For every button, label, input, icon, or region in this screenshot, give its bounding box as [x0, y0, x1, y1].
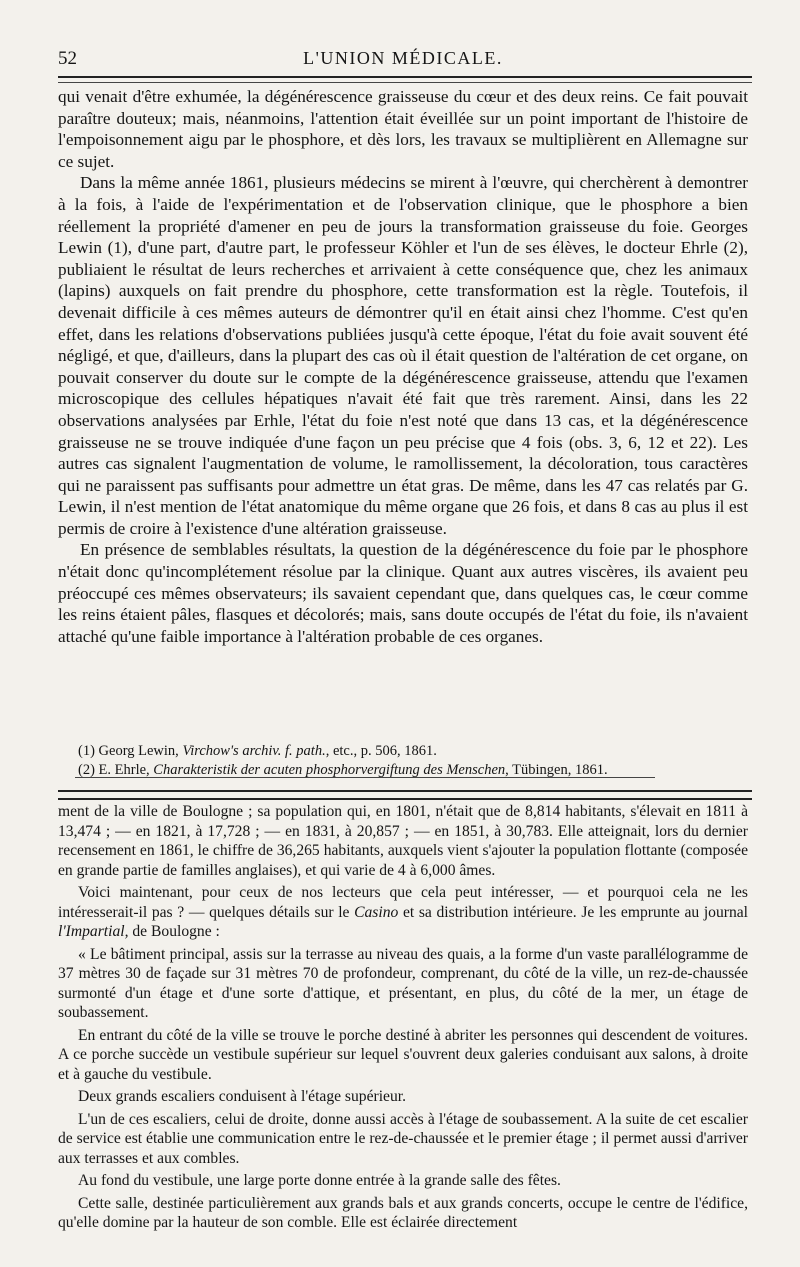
footnote-text: , Tübingen, 1861.: [505, 762, 608, 778]
footnote: [78, 742, 748, 761]
feuilleton-paragraph: Deux grands escaliers conduisent à l'étage supérieur.: [78, 1088, 406, 1105]
footnote-rule: [75, 777, 655, 778]
feuilleton-paragraph: Au fond du vestibule, une large porte donne entrée à la grande salle des fêtes.: [78, 1172, 561, 1189]
feuilleton-text: de Boulogne :: [128, 923, 220, 940]
feuilleton-paragraph: En entrant du côté de la ville se trouve le porche destiné à abriter les personnes qui descendent de voitures. A ce porche succède un vestibule supérieur sur lequel s'ouvrent deux galeries conduisant aux salons, à droite et à gauche du vestibule.: [58, 1026, 748, 1083]
feuilleton-paragraph: Cette salle, destinée particulièrement aux grands bals et aux grands concerts, occupe le centre de l'édifice, qu'elle domine par la hauteur de son comble. Elle est éclairée directement: [58, 1194, 748, 1231]
running-title: L'UNION MÉDICALE.: [303, 48, 503, 68]
article-paragraph: qui venait d'être exhumée, la dégénérescence graisseuse du cœur et des deux reins. Ce fait pouvait paraître douteux; mais, néanmoins, l'attention était éveillée sur un point important de l'histoire de l'empoisonnement aigu par le phosphore, et dès lors, les travaux se multiplièrent en Allemagne sur ce sujet.: [58, 87, 748, 171]
feuilleton-text: Voici maintenant, pour ceux de nos lecteurs que cela peut intéresser, — et pourquoi cela ne les intéresserait-il pas ? — quelques détails sur le: [58, 884, 748, 921]
feuilleton-paragraph: ment de la ville de Boulogne ; sa population qui, en 1801, n'était que de 8,814 habitants, s'élevait en 1811 à 13,474 ; — en 1821, à 17,728 ; — en 1831, à 20,857 ; — en 1851, à 30,783. Elle atteignait, lors du dernier recensement en 1861, le chiffre de 36,265 habitants, auxquels vient s'ajouter la population flottante (composée en grande partie de familles anglaises), et qui varie de 4 à 6,000 âmes.: [58, 803, 748, 879]
feuilleton-text: et sa distribution intérieure. Je les emprunte au journal: [398, 903, 748, 921]
journal-name: l'Impartial,: [58, 923, 129, 940]
page-header: [58, 44, 748, 74]
feuilleton-paragraph: « Le bâtiment principal, assis sur la terrasse au niveau des quais, a la forme d'un vaste parallélogramme de 37 mètres 30 de façade sur 31 mètres 70 de profondeur, comprenant, du côté de la ville, un rez-de-chaussée surmonté d'un étage et d'une sorte d'attique, et présentant, en plus, du côté de la mer, un étage de soubassement.: [58, 945, 748, 1021]
article-paragraph: Dans la même année 1861, plusieurs médecins se mirent à l'œuvre, qui cherchèrent à demontrer à la fois, à l'aide de l'expérimentation et de l'observation clinique, que le phosphore a bien réellement la propriété d'amener en peu de jours la transformation graisseuse du foie. Georges Lewin (1), d'une part, d'autre part, le professeur Köhler et l'un de ses élèves, le docteur Ehrle (2), publiaient le résultat de leurs recherches et arrivaient à cette conséquence que, chez les animaux (lapins) auxquels on fait prendre du phosphore, cette transformation est la règle. Toutefois, il devenait difficile à ces mêmes auteurs de démontrer qu'il en était ainsi chez l'homme. C'est qu'en effet, dans les relations d'observations publiées jusqu'à cette époque, l'état du foie avait souvent été négligé, et que, d'ailleurs, dans la plupart des cas où il était question de l'altération de cet organe, on pouvait conserver du doute sur le compte de la dégénérescence graisseuse, attendu que l'examen microscopique des cellules hépatiques n'avait été fait que très rarement. Ainsi, dans les 22 observations analysées par Erhle, l'état du foie n'est noté que dans 13 cas, et la dégénérescence graisseuse ne se trouve indiquée d'une façon un peu précise que 4 fois (obs. 3, 6, 12 et 22). Les autres cas signalent l'augmentation de volume, le ramollissement, la décoloration, tous caractères qui ne paraissent pas suffisants pour admettre un état gras. De même, dans les 47 cas relatés par G. Lewin, il n'est mention de l'état anatomique du même organe que 26 fois, et dans 8 cas au plus il est permis de croire à l'existence d'une altération graisseuse.: [58, 173, 748, 538]
feuilleton-paragraph: L'un de ces escaliers, celui de droite, donne aussi accès à l'étage de soubassement. A la suite de cet escalier de service est établie une communication entre le rez-de-chaussée et le premier étage ; il permet aussi d'arriver aux terrasses et aux combles.: [58, 1110, 748, 1167]
header-rule: [58, 76, 752, 78]
footnote-title: Virchow's archiv. f. path.: [182, 743, 326, 759]
header-rule-thin: [58, 82, 752, 83]
footnote-title: Charakteristik der acuten phosphorvergiftung des Menschen: [153, 762, 506, 778]
page-number: 52: [58, 48, 77, 69]
article-paragraph: En présence de semblables résultats, la question de la dégénérescence du foie par le phosphore n'était donc qu'incomplétement résolue par la clinique. Quant aux autres viscères, ils avaient peu préoccupé ces mêmes observateurs; ils savaient cependant que, dans quelques cas, le cœur comme les reins étaient pâles, flasques et décolorés; mais, sans doute occupés de l'état du foie, ils n'avaient attaché qu'une faible importance à l'altération probable de ces organes.: [58, 540, 748, 646]
footnote-text: , etc., p. 506, 1861.: [325, 743, 437, 759]
footnotes: [78, 742, 748, 780]
main-article: [58, 86, 748, 647]
feuilleton-divider: [58, 790, 752, 800]
footnote-text: (2) E. Ehrle,: [78, 762, 154, 778]
casino-word: Casino: [354, 903, 399, 921]
feuilleton-paragraph: [58, 883, 748, 942]
feuilleton-article: [58, 802, 748, 1236]
footnote-text: (1) Georg Lewin,: [78, 743, 183, 759]
